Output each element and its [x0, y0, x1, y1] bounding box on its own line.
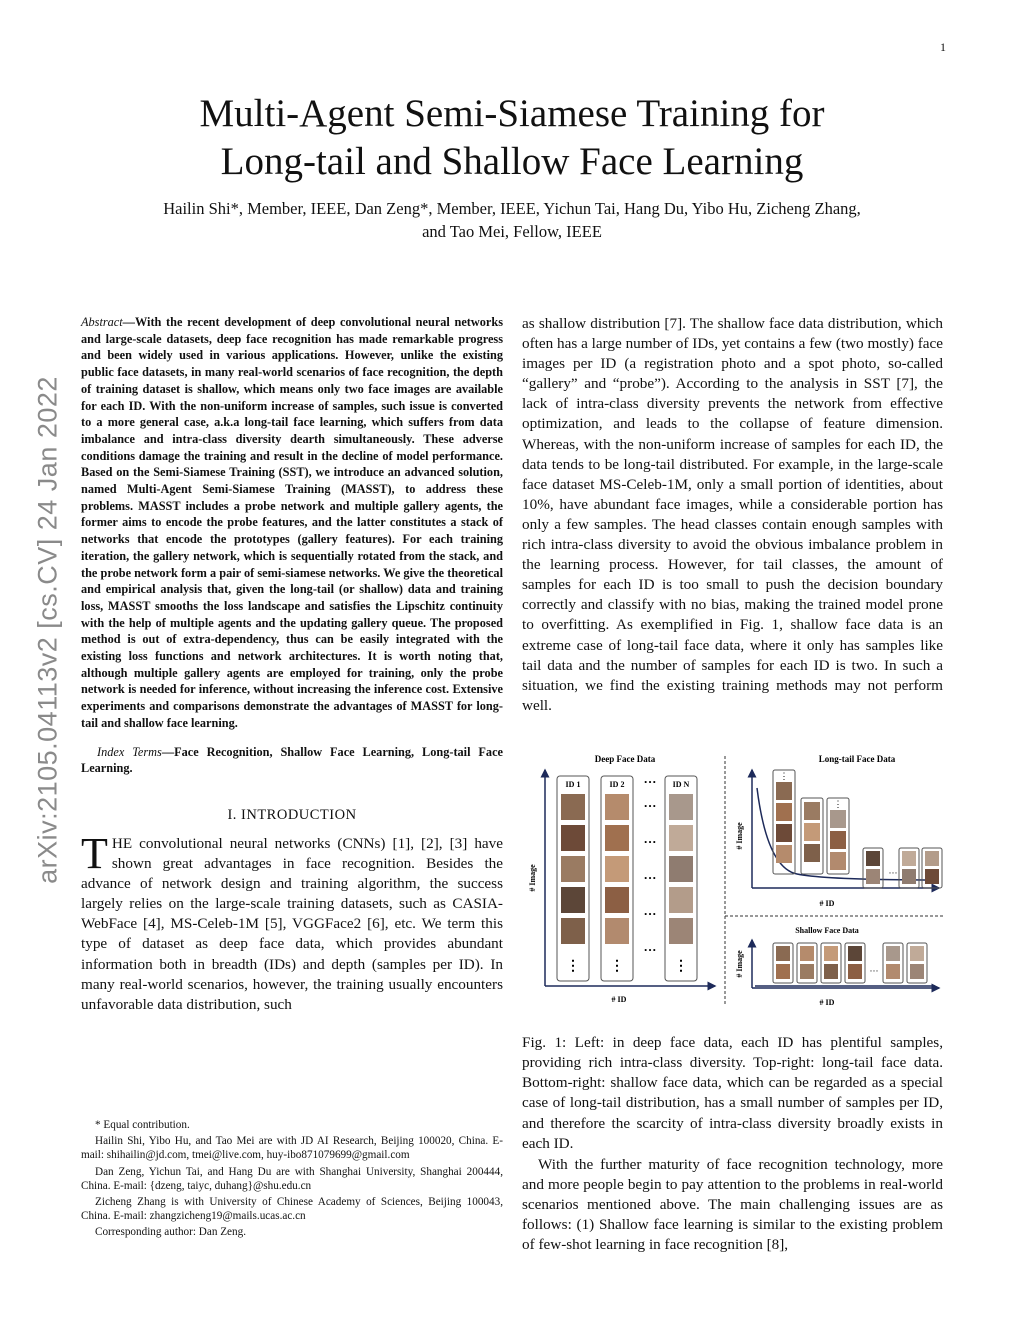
title-line-1: Multi-Agent Semi-Siamese Training for — [199, 92, 825, 135]
face-thumbnail — [669, 887, 693, 913]
intro-text: HE convolutional neural networks (CNNs) [1], [2], [3] have shown great advantages in face recognition. Besides the advance of network design and training algorithm, the success largely relies on the large-scale training datasets, such as CASIA-WebFace [4], MS-Celeb-1M [5], VGGFace2 [6], etc. We term this type of dataset as deep face data, which provides abundant information both in breadth (IDs) and depth (samples per ID). In many real-world scenarios, however, the training usually encounters unfavorable data distribution, such — [81, 834, 503, 1013]
arxiv-stamp: arXiv:2105.04113v2 [cs.CV] 24 Jan 2022 — [32, 376, 63, 884]
shallow-y-label: # Image — [735, 950, 744, 978]
face-thumbnail — [776, 845, 792, 863]
idn-label: ID N — [672, 780, 690, 789]
authors-line-1: Hailin Shi*, Member, IEEE, Dan Zeng*, Member, IEEE, Yichun Tai, Hang Du, Yibo Hu, Zicheng Zhang, — [163, 199, 861, 218]
face-thumbnail — [776, 782, 792, 800]
svg-text:⋮: ⋮ — [779, 771, 789, 781]
id2-column — [601, 776, 633, 981]
index-terms-text: —Face Recognition, Shallow Face Learning, Long-tail Face Learning. — [81, 744, 503, 776]
page-number: 1 — [940, 40, 946, 54]
face-thumbnail — [669, 794, 693, 820]
face-thumbnail — [910, 946, 924, 961]
svg-text:···: ··· — [643, 834, 657, 849]
id1-label: ID 1 — [565, 780, 581, 789]
right-column — [522, 314, 943, 716]
deep-title: Deep Face Data — [594, 754, 656, 764]
face-thumbnail — [669, 918, 693, 944]
svg-text:···: ··· — [869, 966, 879, 976]
vertical-ellipsis: ⋮ — [610, 959, 624, 974]
face-thumbnail — [830, 810, 846, 828]
face-thumbnail — [886, 946, 900, 961]
svg-text:···: ··· — [643, 906, 657, 921]
id2-label: ID 2 — [609, 780, 625, 789]
face-thumbnail — [830, 831, 846, 849]
face-thumbnail — [824, 946, 838, 961]
longtail-stacks — [773, 770, 942, 888]
face-thumbnail — [776, 964, 790, 979]
idn-column — [665, 776, 697, 981]
face-thumbnail — [561, 794, 585, 820]
figure-1 — [527, 748, 945, 1013]
svg-text:···: ··· — [643, 774, 657, 789]
index-terms-label: Index Terms — [97, 744, 162, 759]
vertical-ellipsis: ⋮ — [566, 959, 580, 974]
face-thumbnail — [605, 918, 629, 944]
authors-line-2: and Tao Mei, Fellow, IEEE — [422, 222, 602, 241]
face-thumbnail — [910, 964, 924, 979]
face-thumbnail — [669, 825, 693, 851]
svg-text:···: ··· — [643, 942, 657, 957]
face-thumbnail — [848, 964, 862, 979]
vertical-ellipsis: ⋮ — [674, 959, 688, 974]
author-list — [96, 197, 928, 243]
longtail-y-label: # Image — [735, 822, 744, 850]
drop-cap: T — [81, 828, 108, 878]
face-thumbnail — [902, 869, 916, 884]
footnote-corresponding: Corresponding author: Dan Zeng. — [95, 1226, 246, 1239]
face-thumbnail — [776, 824, 792, 842]
intro-paragraph — [81, 828, 503, 1015]
shallow-stacks — [773, 943, 927, 983]
figure-caption: Fig. 1: Left: in deep face data, each ID has plentiful samples, providing rich intra-class diversity. Top-right: long-tail face data. Bottom-right: shallow face data, which can be regarded as a special case of long-tail distribution, has a small number of samples per ID, and therefore the scarcity of intra-class diversity broadly exists in each ID. — [522, 1034, 943, 1152]
longtail-x-label: # ID — [819, 899, 835, 908]
figure-1-graphic — [527, 748, 945, 1013]
face-thumbnail — [605, 887, 629, 913]
index-terms — [81, 744, 503, 777]
face-thumbnail — [669, 856, 693, 882]
section-heading: I. INTRODUCTION — [227, 806, 357, 823]
face-thumbnail — [605, 825, 629, 851]
abstract — [81, 314, 503, 732]
deep-x-label: # ID — [611, 995, 627, 1004]
shallow-x-label: # ID — [819, 998, 835, 1007]
face-thumbnail — [800, 946, 814, 961]
face-thumbnail — [866, 851, 880, 866]
title-line-2: Long-tail and Shallow Face Learning — [220, 140, 804, 183]
face-thumbnail — [886, 964, 900, 979]
face-thumbnail — [804, 823, 820, 841]
right-paragraph: as shallow distribution [7]. The shallow face data distribution, which often has a large number of IDs, yet contains a few (two mostly) face images per ID (a registration photo and a spot photo, so-called “gallery” and “probe”). According to the analysis in SST [7], the lack of intra-class diversity prevents the network from effective optimization, and leads to the collapse of feature dimension. Whereas, with the non-uniform increase of samples for each ID, the data tends to be long-tail distributed. For example, in the large-scale face dataset MS-Celeb-1M, only a small portion of identities, about 10%, have abundant face images, while a considerable portion has only a few samples. The head classes contain enough samples with rich intra-class diversity to avoid the obvious imbalance problem in the learning process. However, for tail classes, the amount of samples for each ID is too small to push the decision boundary correctly and classify with no bias, making the trained model prone to overfitting. As exemplified in Fig. 1, shallow face data is an extreme case of long-tail face data, where it only has samples like tail data and the number of samples for each ID is two. In such a situation, we find the existing training methods may not perform well. — [522, 315, 943, 714]
second-paragraph: With the further maturity of face recognition technology, more and more people begin to pay attention to the problems in real-world scenarios mentioned above. The main challenging issues are as follows: (1) Shallow face learning is similar to the existing problem of few-shot learning in face recognition [8], — [522, 1156, 943, 1254]
face-thumbnail — [605, 856, 629, 882]
deep-y-label: # Image — [528, 864, 537, 892]
svg-text:···: ··· — [643, 870, 657, 885]
face-thumbnail — [830, 852, 846, 870]
face-thumbnail — [776, 946, 790, 961]
face-thumbnail — [776, 803, 792, 821]
footnote-ucas: Zicheng Zhang is with University of Chinese Academy of Sciences, Beijing 100043, China. E-mail: zhangzicheng19@mails.ucas.ac.cn — [81, 1196, 503, 1223]
paper-title — [100, 90, 924, 186]
face-thumbnail — [925, 869, 939, 884]
face-thumbnail — [866, 869, 880, 884]
abstract-text: —With the recent development of deep convolutional neural networks and large-scale datasets, deep face recognition has made remarkable progress and been widely used in various applications. However, unlike the existing public face datasets, in many real-world scenarios of face recognition, the depth of training dataset is shallow, which means only two face images are available for each ID. With the non-uniform increase of samples, such issue is converted to a more general case, a.k.a long-tail face learning, which suffers from data imbalance and intra-class diversity dearth simultaneously. These adverse conditions damage the training and result in the decline of model performance. Based on the Semi-Siamese Training (SST), we introduce an advanced solution, named Multi-Agent Semi-Siamese Training (MASST), to address these problems. MASST includes a probe network and multiple gallery agents, the former aims to encode the probe features, and the latter constitutes a stack of networks that encode the prototypes (gallery features). For each training iteration, the gallery network, which is sequentially rotated from the stack, and the probe network form a pair of semi-siamese networks. We give the theoretical and empirical analysis that, given the long-tail (or shallow) data and training loss, MASST smooths the loss landscape and satisfies the Lipschitz continuity with the help of multiple agents and the updating gallery queue. The proposed method is out of extra-dependency, thus can be easily integrated with the existing loss functions and network architectures. It is worth noting that, although multiple gallery agents are employed for training, only the probe network is needed for inference, without increasing the inference cost. Extensive experiments and comparisons demonstrate the advantages of MASST for long-tail and shallow face learning. — [81, 315, 503, 730]
left-column — [81, 314, 503, 1015]
footnote-equal: * Equal contribution. — [95, 1119, 190, 1131]
column-dots — [643, 774, 656, 957]
svg-text:⋮: ⋮ — [833, 799, 843, 809]
shallow-title: Shallow Face Data — [795, 926, 859, 935]
face-thumbnail — [804, 844, 820, 862]
footnotes — [81, 1118, 503, 1242]
longtail-title: Long-tail Face Data — [818, 754, 896, 764]
face-thumbnail — [605, 794, 629, 820]
abstract-label: Abstract — [81, 315, 123, 329]
face-thumbnail — [561, 887, 585, 913]
footnote-jd: Hailin Shi, Yibo Hu, and Tao Mei are with JD AI Research, Beijing 100020, China. E-mail: shihailin@jd.com, tmei@live.com, huy-ibo871079699@gmail.com — [81, 1135, 503, 1162]
face-thumbnail — [561, 856, 585, 882]
face-thumbnail — [902, 851, 916, 866]
id1-column — [557, 776, 589, 981]
face-thumbnail — [561, 918, 585, 944]
svg-text:···: ··· — [888, 868, 898, 878]
face-thumbnail — [925, 851, 939, 866]
face-thumbnail — [804, 802, 820, 820]
svg-text:···: ··· — [643, 798, 657, 813]
face-thumbnail — [561, 825, 585, 851]
face-thumbnail — [848, 946, 862, 961]
face-thumbnail — [800, 964, 814, 979]
face-thumbnail — [824, 964, 838, 979]
footnote-shu: Dan Zeng, Yichun Tai, and Hang Du are with Shanghai University, Shanghai 200444, China. E-mail: {dzeng, taiyc, duhang}@shu.edu.cn — [81, 1165, 503, 1192]
